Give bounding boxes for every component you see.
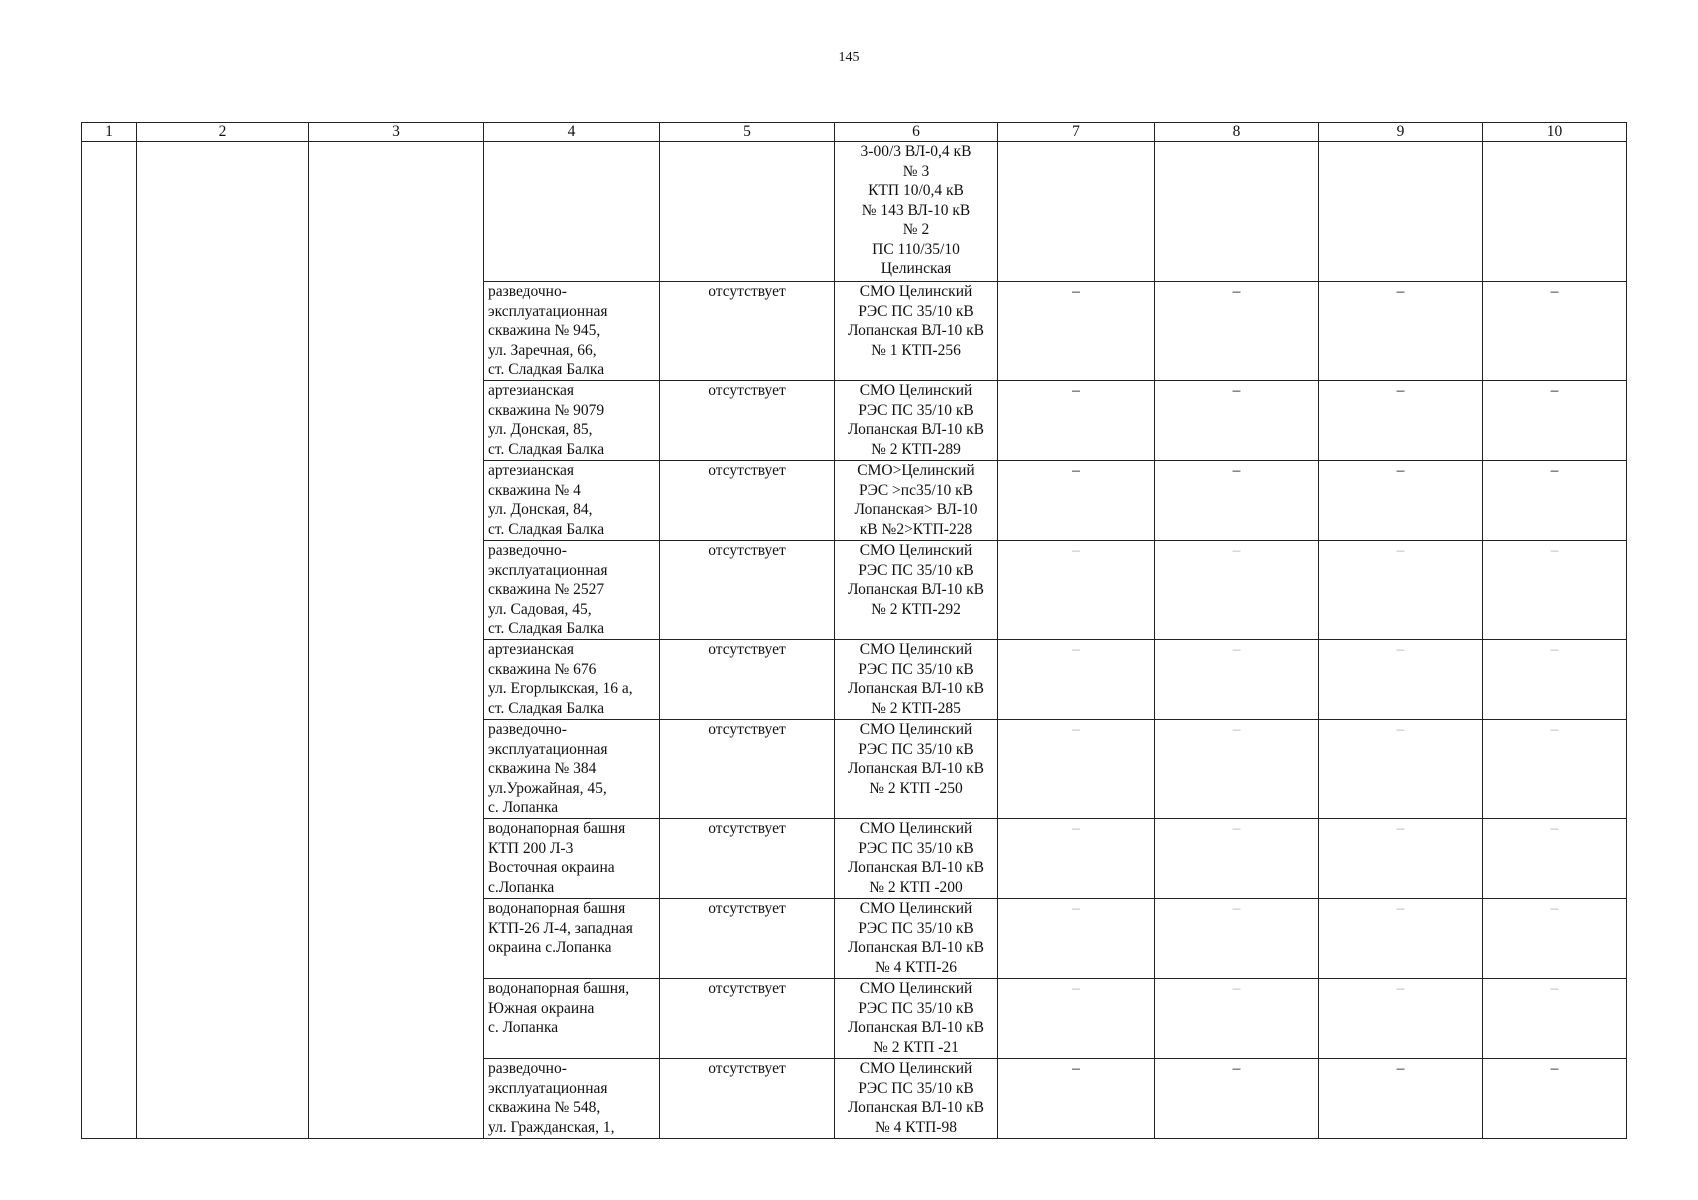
power-source-line: Лопанская ВЛ-10 кВ bbox=[847, 322, 985, 339]
dash-cell-col9: – bbox=[1319, 720, 1483, 819]
availability-cell: отсутствует bbox=[660, 282, 835, 381]
object-description-cell bbox=[484, 720, 660, 819]
power-source-line: РЭС ПС 35/10 кВ bbox=[858, 1079, 974, 1097]
dash-cell-col9 bbox=[1319, 142, 1483, 282]
dash-cell-col10: – bbox=[1483, 461, 1627, 541]
power-source-line: № 2 КТП -250 bbox=[869, 779, 963, 797]
object-description-line: скважина № 548, bbox=[488, 1099, 601, 1116]
dash-cell-col10 bbox=[1483, 142, 1627, 282]
object-description-line: эксплуатационная bbox=[488, 740, 608, 758]
power-source-line: ПС 110/35/10 bbox=[872, 240, 960, 258]
dash-cell-col7: – bbox=[998, 461, 1155, 541]
power-source-line: Лопанская ВЛ-10 кВ bbox=[847, 760, 985, 777]
dash-cell-col7: – bbox=[998, 819, 1155, 899]
object-description-line: разведочно- bbox=[488, 721, 567, 738]
object-description-line: артезианская bbox=[488, 382, 575, 399]
power-source-line: № 2 КТП-285 bbox=[871, 699, 961, 717]
dash-cell-col8: – bbox=[1155, 720, 1319, 819]
object-description-line: ст. Сладкая Балка bbox=[488, 620, 605, 637]
dash-cell-col8: – bbox=[1155, 979, 1319, 1059]
dash-cell-col7 bbox=[998, 142, 1155, 282]
power-source-line: № 2 КТП-292 bbox=[871, 600, 961, 618]
object-description-line: разведочно- bbox=[488, 542, 567, 559]
dash-cell-col7: – bbox=[998, 899, 1155, 979]
power-source-cell bbox=[835, 461, 998, 541]
object-description-line: скважина № 384 bbox=[488, 760, 597, 777]
object-description-line: ул. Донская, 85, bbox=[488, 421, 593, 438]
object-description-cell bbox=[484, 899, 660, 979]
col-header: 2 bbox=[137, 123, 309, 142]
power-source-line: Лопанская ВЛ-10 кВ bbox=[847, 421, 985, 438]
power-source-line: СМО Целинский bbox=[859, 283, 973, 300]
power-source-cell bbox=[835, 282, 998, 381]
object-description-line: ст. Сладкая Балка bbox=[488, 361, 605, 378]
power-source-line: КТП 10/0,4 кВ bbox=[868, 182, 964, 199]
dash-cell-col9: – bbox=[1319, 979, 1483, 1059]
availability-cell: отсутствует bbox=[660, 979, 835, 1059]
power-source-cell bbox=[835, 1059, 998, 1139]
power-source-line: Лопанская ВЛ-10 кВ bbox=[847, 859, 985, 876]
power-source-cell bbox=[835, 640, 998, 720]
availability-cell: отсутствует bbox=[660, 720, 835, 819]
power-source-line: № 2 КТП -200 bbox=[869, 878, 963, 896]
object-description-line: эксплуатационная bbox=[488, 561, 608, 579]
object-description-line: с. Лопанка bbox=[488, 799, 559, 816]
dash-cell-col7: – bbox=[998, 640, 1155, 720]
power-source-cell bbox=[835, 899, 998, 979]
col-header: 1 bbox=[82, 123, 137, 142]
object-description-cell bbox=[484, 461, 660, 541]
dash-cell-col8: – bbox=[1155, 541, 1319, 640]
power-source-line: РЭС >пс35/10 кВ bbox=[858, 481, 974, 499]
dash-cell-col7: – bbox=[998, 1059, 1155, 1139]
power-source-line: СМО Целинский bbox=[859, 900, 973, 917]
availability-cell: отсутствует bbox=[660, 541, 835, 640]
power-source-cell bbox=[835, 819, 998, 899]
empty-cell-col3 bbox=[309, 142, 484, 1139]
power-source-line: № 4 КТП-98 bbox=[875, 1118, 957, 1136]
object-description-cell bbox=[484, 979, 660, 1059]
dash-cell-col9: – bbox=[1319, 461, 1483, 541]
dash-cell-col9: – bbox=[1319, 381, 1483, 461]
power-source-line: РЭС ПС 35/10 кВ bbox=[858, 660, 974, 678]
data-table bbox=[81, 122, 1627, 1139]
object-description-line: ул. Егорлыкская, 16 а, bbox=[488, 680, 633, 697]
object-description-line: водонапорная башня, bbox=[488, 980, 630, 997]
object-description-line: разведочно- bbox=[488, 283, 567, 300]
dash-cell-col9: – bbox=[1319, 1059, 1483, 1139]
power-source-line: № 2 bbox=[902, 221, 930, 238]
power-source-line: РЭС ПС 35/10 кВ bbox=[858, 401, 974, 419]
power-source-line: СМО Целинский bbox=[859, 641, 973, 658]
power-source-line: РЭС ПС 35/10 кВ bbox=[858, 919, 974, 937]
power-source-line: РЭС ПС 35/10 кВ bbox=[858, 740, 974, 758]
dash-cell-col8: – bbox=[1155, 819, 1319, 899]
availability-cell: отсутствует bbox=[660, 899, 835, 979]
col-header: 3 bbox=[309, 123, 484, 142]
availability-cell bbox=[660, 142, 835, 282]
power-source-line: № 2 КТП -21 bbox=[873, 1038, 959, 1056]
power-source-cell bbox=[835, 142, 998, 282]
dash-cell-col10: – bbox=[1483, 899, 1627, 979]
col-header: 5 bbox=[660, 123, 835, 142]
power-source-cell bbox=[835, 381, 998, 461]
object-description-cell bbox=[484, 541, 660, 640]
object-description-line: скважина № 2527 bbox=[488, 581, 605, 598]
availability-cell: отсутствует bbox=[660, 1059, 835, 1139]
power-source-line: РЭС ПС 35/10 кВ bbox=[858, 561, 974, 579]
power-source-line: Лопанская> ВЛ-10 bbox=[854, 501, 978, 518]
object-description-cell bbox=[484, 819, 660, 899]
power-source-cell bbox=[835, 541, 998, 640]
power-source-line: СМО Целинский bbox=[859, 721, 973, 738]
col-header: 4 bbox=[484, 123, 660, 142]
object-description-line: с. Лопанка bbox=[488, 1019, 559, 1036]
object-description-line: водонапорная башня bbox=[488, 820, 626, 837]
object-description-line: ст. Сладкая Балка bbox=[488, 520, 605, 538]
object-description-line: ул.Урожайная, 45, bbox=[488, 779, 607, 797]
object-description-line: ул. Донская, 84, bbox=[488, 501, 593, 518]
col-header: 10 bbox=[1483, 123, 1627, 142]
object-description-line: Восточная окраина bbox=[488, 859, 615, 876]
power-source-line: Целинская bbox=[880, 260, 952, 277]
power-source-line: РЭС ПС 35/10 кВ bbox=[858, 839, 974, 857]
empty-cell-col1 bbox=[82, 142, 137, 1139]
object-description-line: артезианская bbox=[488, 641, 575, 658]
dash-cell-col9: – bbox=[1319, 899, 1483, 979]
availability-cell: отсутствует bbox=[660, 381, 835, 461]
power-source-line: СМО>Целинский bbox=[857, 462, 975, 479]
power-source-line: СМО Целинский bbox=[859, 820, 973, 837]
object-description-line: скважина № 676 bbox=[488, 660, 597, 678]
availability-cell: отсутствует bbox=[660, 640, 835, 720]
power-source-line: Лопанская ВЛ-10 кВ bbox=[847, 939, 985, 956]
object-description-line: ст. Сладкая Балка bbox=[488, 699, 605, 717]
object-description-cell bbox=[484, 1059, 660, 1139]
object-description-line: разведочно- bbox=[488, 1060, 567, 1077]
dash-cell-col10: – bbox=[1483, 720, 1627, 819]
dash-cell-col8: – bbox=[1155, 640, 1319, 720]
power-source-line: кВ №2>КТП-228 bbox=[859, 520, 973, 538]
object-description-line: Южная окраина bbox=[488, 999, 595, 1017]
object-description-line: скважина № 945, bbox=[488, 322, 601, 339]
dash-cell-col7: – bbox=[998, 541, 1155, 640]
dash-cell-col8: – bbox=[1155, 282, 1319, 381]
object-description-line: КТП 200 Л-3 bbox=[488, 839, 574, 857]
dash-cell-col8: – bbox=[1155, 461, 1319, 541]
power-source-line: № 1 КТП-256 bbox=[871, 341, 961, 359]
dash-cell-col8: – bbox=[1155, 1059, 1319, 1139]
power-source-line: Лопанская ВЛ-10 кВ bbox=[847, 1099, 985, 1116]
power-source-line: Лопанская ВЛ-10 кВ bbox=[847, 581, 985, 598]
dash-cell-col10: – bbox=[1483, 381, 1627, 461]
power-source-line: СМО Целинский bbox=[859, 1060, 973, 1077]
col-header: 7 bbox=[998, 123, 1155, 142]
dash-cell-col7: – bbox=[998, 979, 1155, 1059]
dash-cell-col8: – bbox=[1155, 899, 1319, 979]
empty-cell-col2 bbox=[137, 142, 309, 1139]
power-source-cell bbox=[835, 720, 998, 819]
dash-cell-col7: – bbox=[998, 381, 1155, 461]
object-description-line: ст. Сладкая Балка bbox=[488, 440, 605, 458]
object-description-line: эксплуатационная bbox=[488, 302, 608, 320]
power-source-line: РЭС ПС 35/10 кВ bbox=[858, 999, 974, 1017]
dash-cell-col9: – bbox=[1319, 282, 1483, 381]
dash-cell-col8: – bbox=[1155, 381, 1319, 461]
object-description-cell bbox=[484, 381, 660, 461]
table-row bbox=[82, 142, 1627, 282]
object-description-line: ул. Садовая, 45, bbox=[488, 600, 592, 618]
object-description-cell bbox=[484, 142, 660, 282]
availability-cell: отсутствует bbox=[660, 819, 835, 899]
power-source-line: СМО Целинский bbox=[859, 980, 973, 997]
dash-cell-col7: – bbox=[998, 720, 1155, 819]
power-source-line: № 4 КТП-26 bbox=[875, 958, 957, 976]
power-source-line: РЭС ПС 35/10 кВ bbox=[858, 302, 974, 320]
object-description-line: с.Лопанка bbox=[488, 878, 555, 896]
object-description-line: окраина с.Лопанка bbox=[488, 939, 612, 956]
object-description-line: КТП-26 Л-4, западная bbox=[488, 919, 633, 937]
header-row bbox=[82, 123, 1627, 142]
dash-cell-col10: – bbox=[1483, 282, 1627, 381]
dash-cell-col10: – bbox=[1483, 541, 1627, 640]
dash-cell-col10: – bbox=[1483, 640, 1627, 720]
object-description-line: эксплуатационная bbox=[488, 1079, 608, 1097]
object-description-line: ул. Заречная, 66, bbox=[488, 341, 597, 359]
col-header: 6 bbox=[835, 123, 998, 142]
dash-cell-col10: – bbox=[1483, 819, 1627, 899]
availability-cell: отсутствует bbox=[660, 461, 835, 541]
dash-cell-col10: – bbox=[1483, 1059, 1627, 1139]
dash-cell-col10: – bbox=[1483, 979, 1627, 1059]
table-body bbox=[82, 142, 1627, 1139]
object-description-line: ул. Гражданская, 1, bbox=[488, 1118, 615, 1136]
power-source-line: Лопанская ВЛ-10 кВ bbox=[847, 680, 985, 697]
power-source-line: № 2 КТП-289 bbox=[871, 440, 961, 458]
power-source-line: СМО Целинский bbox=[859, 382, 973, 399]
power-source-line: СМО Целинский bbox=[859, 542, 973, 559]
object-description-cell bbox=[484, 282, 660, 381]
power-source-line: № 143 ВЛ-10 кВ bbox=[861, 201, 971, 219]
power-source-line: Лопанская ВЛ-10 кВ bbox=[847, 1019, 985, 1036]
col-header: 8 bbox=[1155, 123, 1319, 142]
dash-cell-col9: – bbox=[1319, 640, 1483, 720]
dash-cell-col9: – bbox=[1319, 819, 1483, 899]
power-source-line: № 3 bbox=[902, 162, 930, 180]
object-description-line: скважина № 9079 bbox=[488, 401, 605, 419]
dash-cell-col7: – bbox=[998, 282, 1155, 381]
object-description-line: водонапорная башня bbox=[488, 900, 626, 917]
object-description-cell bbox=[484, 640, 660, 720]
dash-cell-col9: – bbox=[1319, 541, 1483, 640]
page-number: 145 bbox=[838, 50, 860, 65]
object-description-line: скважина № 4 bbox=[488, 481, 581, 499]
power-source-cell bbox=[835, 979, 998, 1059]
dash-cell-col8 bbox=[1155, 142, 1319, 282]
power-source-line: 3-00/3 ВЛ-0,4 кВ bbox=[860, 143, 972, 160]
col-header: 9 bbox=[1319, 123, 1483, 142]
object-description-line: артезианская bbox=[488, 462, 575, 479]
